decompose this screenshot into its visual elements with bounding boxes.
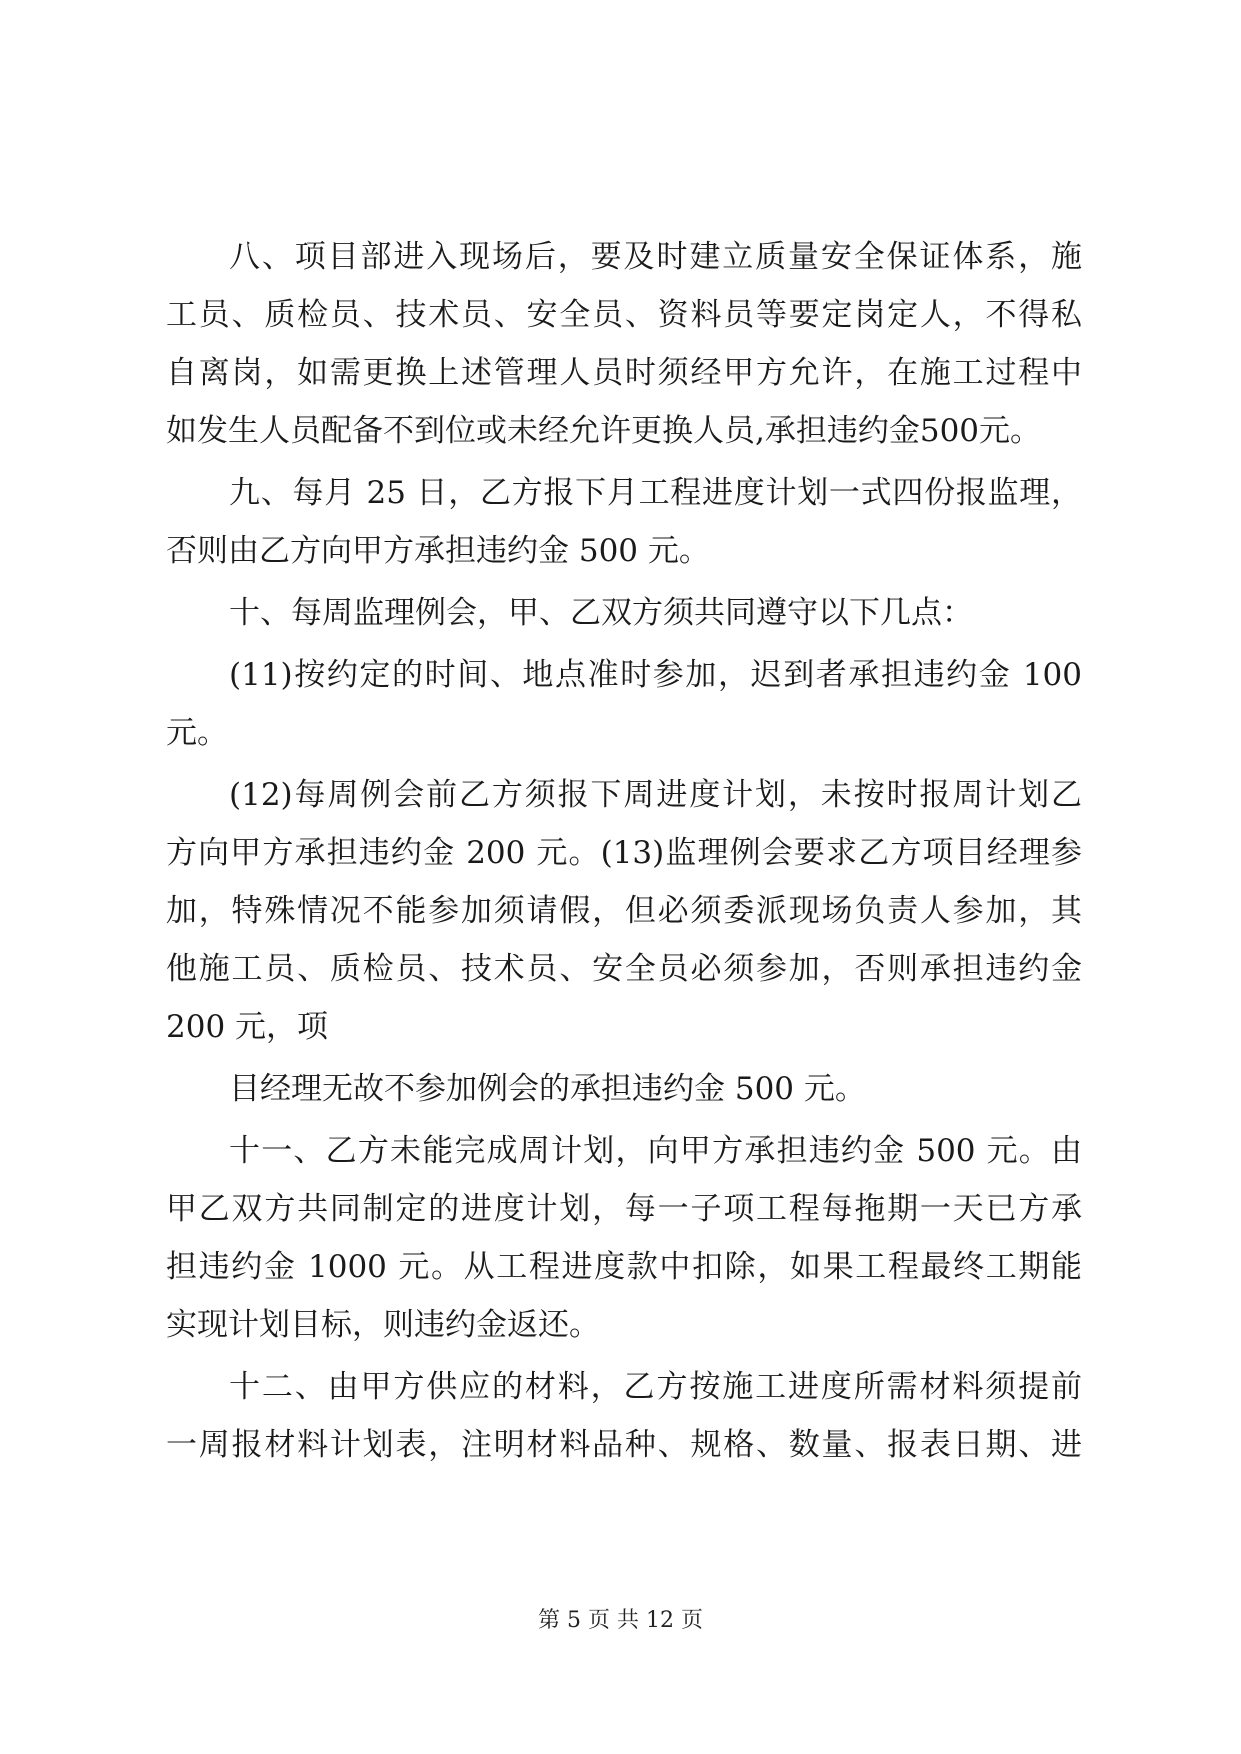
text-line: 一周报材料计划表，注明材料品种、规格、数量、报表日期、进 [166,1427,1082,1463]
text-line: 方向甲方承担违约金 200 元。(13)监理例会要求乙方项目经理参 [166,835,1082,871]
text-line: 九、每月 25 日，乙方报下月工程进度计划一式四份报监理， [229,475,1082,511]
text-line: 实现计划目标，则违约金返还。 [166,1307,600,1343]
text-line: 加，特殊情况不能参加须请假，但必须委派现场负责人参加，其 [166,893,1082,929]
text-line: 工员、质检员、技术员、安全员、资料员等要定岗定人，不得私 [166,297,1082,333]
text-line: 八、项目部进入现场后，要及时建立质量安全保证体系，施 [229,239,1082,275]
text-line: 如发生人员配备不到位或未经允许更换人员,承担违约金500元。 [166,413,1042,449]
text-line: 元。 [166,715,228,751]
text-line: 担违约金 1000 元。从工程进度款中扣除，如果工程最终工期能 [166,1249,1082,1285]
text-line: 十一、乙方未能完成周计划，向甲方承担违约金 500 元。由 [229,1133,1082,1169]
text-line: (12)每周例会前乙方须报下周进度计划，未按时报周计划乙 [229,777,1082,813]
text-line: 十二、由甲方供应的材料，乙方按施工进度所需材料须提前 [229,1369,1082,1405]
text-line: 200 元，项 [166,1009,329,1045]
text-line: 十、每周监理例会，甲、乙双方须共同遵守以下几点： [229,595,973,631]
text-line: 目经理无故不参加例会的承担违约金 500 元。 [229,1071,866,1107]
text-line: 甲乙双方共同制定的进度计划，每一子项工程每拖期一天已方承 [166,1191,1082,1227]
text-line: (11)按约定的时间、地点准时参加，迟到者承担违约金 100 [229,657,1082,693]
text-line: 否则由乙方向甲方承担违约金 500 元。 [166,533,710,569]
body-text [166,228,1082,1474]
page-number-footer: 第 5 页 共 12 页 [538,1608,703,1633]
text-line: 他施工员、质检员、技术员、安全员必须参加，否则承担违约金 [166,951,1082,987]
text-line: 自离岗，如需更换上述管理人员时须经甲方允许，在施工过程中 [166,355,1082,391]
